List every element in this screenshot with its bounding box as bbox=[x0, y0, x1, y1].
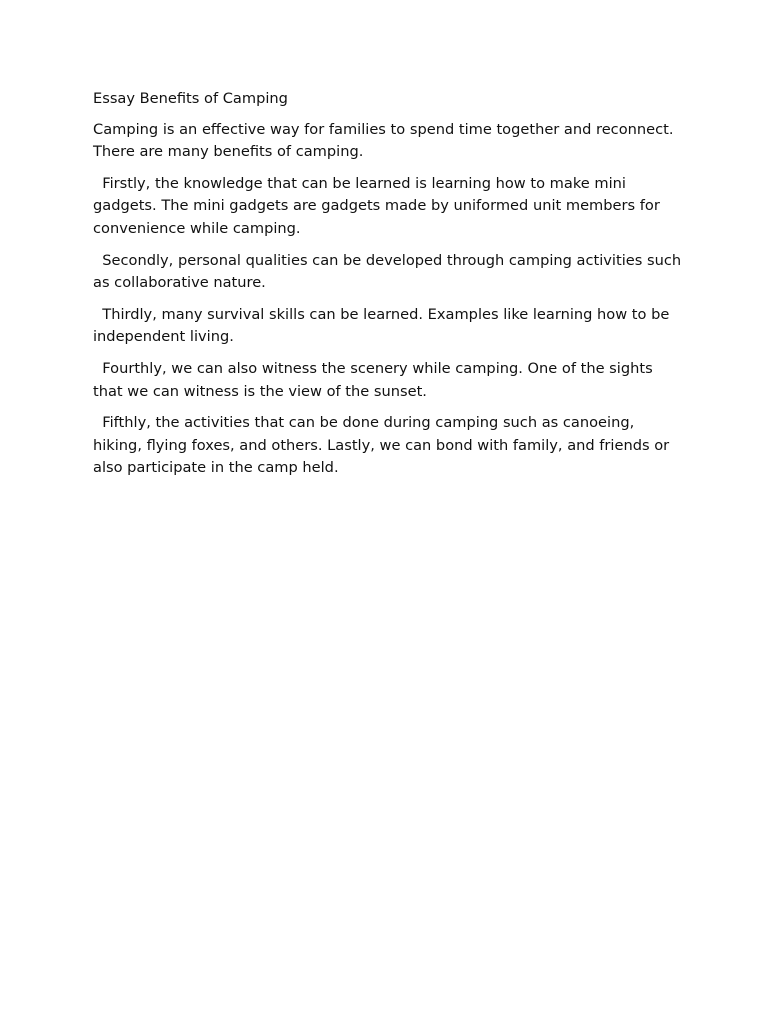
paragraph-firstly: Firstly, the knowledge that can be learned is learning how to make mini gadgets. The mini gadgets are gadgets made by uniformed unit members for convenience while camping. bbox=[93, 174, 665, 237]
paragraph-secondly: Secondly, personal qualities can be developed through camping activities such as collaborative nature. bbox=[93, 251, 686, 292]
paragraph-intro: Camping is an effective way for families to spend time together and reconnect. There are many benefits of camping. bbox=[93, 120, 679, 161]
essay-title: Essay Benefits of Camping bbox=[93, 90, 288, 107]
essay-body bbox=[93, 88, 686, 489]
paragraph-fourthly: Fourthly, we can also witness the scenery while camping. One of the sights that we can witness is the view of the sunset. bbox=[93, 359, 658, 400]
paragraph-thirdly: Thirdly, many survival skills can be learned. Examples like learning how to be independent living. bbox=[93, 305, 674, 346]
paragraph-fifthly: Fifthly, the activities that can be done during camping such as canoeing, hiking, flying foxes, and others. Lastly, we can bond with family, and friends or also participate in the camp held. bbox=[93, 414, 674, 477]
